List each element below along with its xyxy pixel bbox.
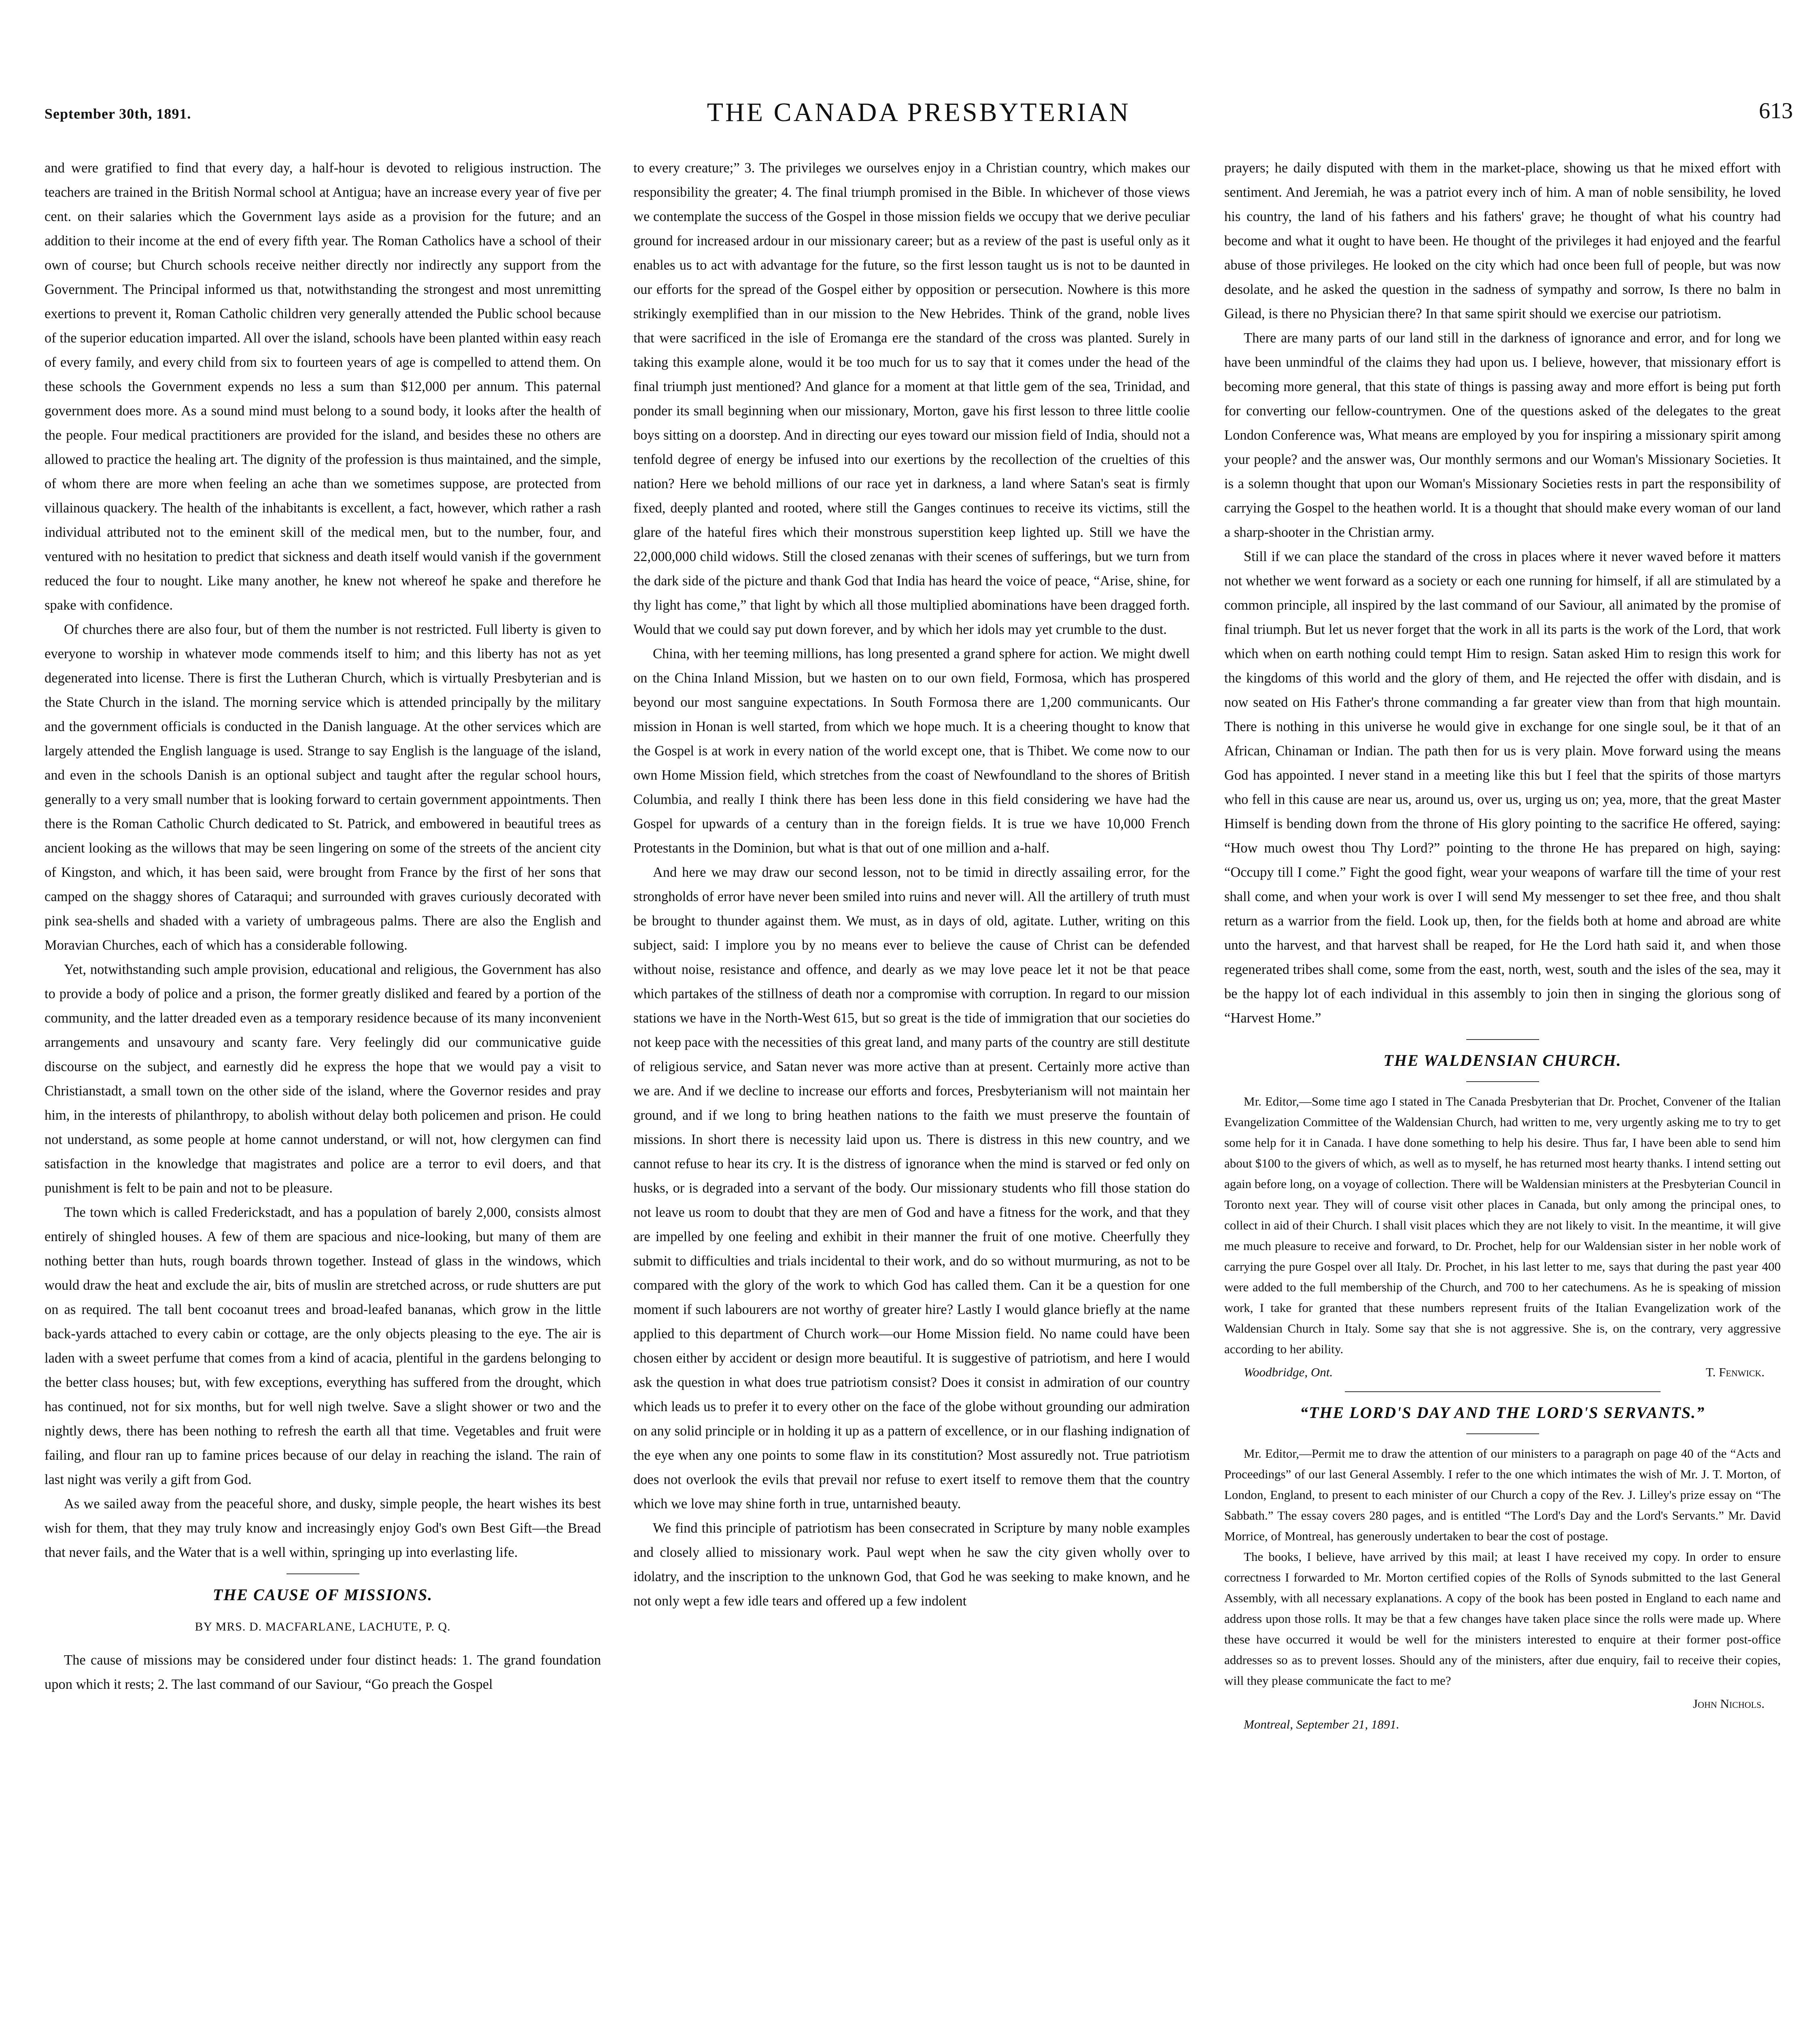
- article-paragraph: We find this principle of patriotism has been consecrated in Scripture by many noble examples and closely allied to missionary work. Paul wept when he saw the city given wholly over to idolatry, and the inscription to the unknown God, that God he was seeking to make known, and he not only wept a few idle tears and offered up a few indolent: [633, 1520, 1190, 1609]
- article-paragraph: China, with her teeming millions, has long presented a grand sphere for action. We might dwell on the China Inland Mission, but we hasten on to our own field, Formosa, which has prospered beyond our most sanguine expectations. In South Formosa there are 1,200 communicants. Our mission in Honan is well started, from which we hope much. It is a cheering thought to know that the Gospel is at work in every nation of the world except one, that is Thibet. We come now to our own Home Mission field, which stretches from the coast of Newfoundland to the shores of British Columbia, and really I think there has been less done in this field considering we have had the Gospel for upwards of a century than in the foreign fields. It is true we have 10,000 French Protestants in the Dominion, but what is that out of one million and a-half.: [633, 646, 1190, 856]
- page-number: 613: [1759, 98, 1793, 123]
- byline: BY MRS. D. MACFARLANE, LACHUTE, P. Q.: [195, 1620, 451, 1633]
- letter-place-date: Montreal, September 21, 1891.: [1244, 1717, 1400, 1731]
- article-paragraph: And here we may draw our second lesson, not to be timid in directly assailing error, for the strongholds of error have never been smiled into ruins and never will. All the artillery of truth must be brought to thunder against them. We must, as in days of old, agitate. Luther, writing on this subject, said: I implore you by no means ever to believe the cause of Christ can be defended without noise, resistance and offence, and dearly as we may love peace let it not be that peace which partakes of the stillness of death nor a compromise with corruption. In regard to our mission stations we have in the North-West 615, but so great is the tide of immigration that our societies do not keep pace with the necessities of this great land, and many parts of the country are still destitute of religious service, and Satan never was more active than at present. Certainly more active than we are. And if we decline to increase our efforts and forces, Presbyterianism will not maintain her ground, and if we long to bring heathen nations to the faith we must preserve the fountain of missions. In short there is necessity laid upon us. There is distress in this new country, and we cannot refuse to hear its cry. It is the distress of ignorance when the mind is starved or fed only on husks, or is degraded into a servant of the body. Our missionary students who fill those station do not leave us room to doubt that they are men of God and have a fitness for the work, and that they are impelled by one feeling and exhibit in their manner the fruit of one motive. Cheerfully they submit to difficulties and trials incidental to their work, and do so without murmuring, as not to be compared with the glory of the work to which God has called them. Can it be a question for one moment if such labourers are not worthy of greater hire? Lastly I would glance briefly at the name applied to this department of Church work—our Home Mission field. No name could have been chosen either by accident or design more beautiful. It is suggestive of patriotism, and here I would ask the question in what does true patriotism consist? Does it consist in admiration of our country which leads us to prefer it to every other on the face of the globe without grounding our admiration on any solid principle or in holding it up as a pattern of excellence, or in our flashing indignation of the eye when any one points to some flaw in its constitution? Most assuredly not. True patriotism does not overlook the evils that prevail nor refuse to exert itself to remove them that the country which we love may shine forth in true, untarnished beauty.: [633, 865, 1190, 1512]
- section-divider: [1345, 1391, 1661, 1392]
- section-title-lords-day: “THE LORD'S DAY AND THE LORD'S SERVANTS.”: [1300, 1403, 1705, 1422]
- article-paragraph: Still if we can place the standard of the cross in places where it never waved before it matters not whether we went forward as a society or each one running for himself, if all are stimulated by a common principle, all inspired by the last command of our Saviour, all animated by the promise of final triumph. But let us never forget that the work in all its parts is the work of the Lord, that work which when on earth nothing could tempt Him to resign. Satan asked Him to resign this work for the kingdoms of this world and the glory of them, and He rejected the offer with disdain, and is now seated on His Father's throne commanding a far greater view than from that high mountain. There is nothing in this universe he would give in exchange for one single soul, be it that of an African, Chinaman or Indian. The path then for us is very plain. Move forward using the means God has appointed. I never stand in a meeting like this but I feel that the spirits of those martyrs who fell in this cause are near us, around us, over us, urging us on; yea, more, that the great Master Himself is bending down from the throne of His glory pointing to the sacrifice He offered, saying: “How much owest thou Thy Lord?” pointing to the throne He has prepared on high, saying: “Occupy till I come.” Fight the good fight, wear your weapons of warfare till the time of your rest shall come, and when your work is over I will send My messenger to set thee free, and thou shalt return as a warrior from the field. Look up, then, for the fields both at home and abroad are white unto the harvest, and that harvest shall be reaped, for He the Lord hath said it, and when those regenerated tribes shall come, some from the east, north, west, south and the isles of the sea, may it be the happy lot of each individual in this assembly to join then in singing the glorious song of “Harvest Home.”: [1224, 549, 1781, 1026]
- letter-signature: John Nichols.: [1693, 1697, 1765, 1711]
- section-divider: [1466, 1433, 1539, 1434]
- article-paragraph: Yet, notwithstanding such ample provision, educational and religious, the Government has also to provide a body of police and a prison, the former greatly disliked and feared by a portion of the community, and the latter dreaded even as a temporary residence because of its many inconvenient arrangements and unsavoury and scanty fare. Very feelingly did our communicative guide discourse on the subject, and earnestly did he express the hope that we would pay a visit to Christianstadt, a small town on the other side of the island, where the Governor resides and pray him, in the interests of philanthropy, to abolish without delay both policemen and prison. He could not understand, as some people at home cannot understand, or will not, how clergymen can find satisfaction in the knowledge that magistrates and police are a terror to evil doers, and that punishment is felt to be pain and not to be pleasure.: [45, 962, 601, 1196]
- letter-signature: T. Fenwick.: [1705, 1365, 1765, 1379]
- letter-paragraph: Mr. Editor,—Permit me to draw the attention of our ministers to a paragraph on page 40 of the “Acts and Proceedings” of our last General Assembly. I refer to the one which intimates the wish of Mr. J. T. Morton, of London, England, to present to each minister of our Church a copy of the Rev. J. Lilley's prize essay on “The Sabbath.” The essay covers 280 pages, and is entitled “The Lord's Day and the Lord's Servants.” Mr. David Morrice, of Montreal, has generously undertaken to bear the cost of postage.: [1224, 1446, 1781, 1543]
- page-header: [45, 93, 1793, 138]
- article-paragraph: As we sailed away from the peaceful shore, and dusky, simple people, the heart wishes its best wish for them, that they may truly know and increasingly enjoy God's own Best Gift—the Bread that never fails, and the Water that is a well within, springing up into everlasting life.: [45, 1496, 601, 1560]
- signature-row: [1224, 1693, 1781, 1714]
- column-1: [45, 156, 601, 2024]
- article-paragraph: prayers; he daily disputed with them in the market-place, showing us that he mixed effort with sentiment. And Jeremiah, he was a patriot every inch of him. A man of noble sensibility, he loved his country, the land of his fathers and his fathers' grave; he thought of what his country had become and what it ought to have been. He thought of the privileges it had enjoyed and the fearful abuse of those privileges. He looked on the city which had once been full of people, but was now desolate, and he asked the question in the sadness of sympathy and sorrow, Is there no balm in Gilead, is there no Physician there? In that same spirit should we exercise our patriotism.: [1224, 160, 1781, 321]
- section-divider: [1466, 1081, 1539, 1082]
- letter-place: Woodbridge, Ont.: [1244, 1365, 1333, 1379]
- section-divider: [1466, 1039, 1539, 1040]
- article-paragraph: There are many parts of our land still in the darkness of ignorance and error, and for long we have been unmindful of the claims they had upon us. I believe, however, that missionary effort is becoming more general, that this state of things is passing away and more effort is being put forth for converting our fellow-countrymen. One of the questions asked of the delegates to the great London Conference was, What means are employed by you for inspiring a missionary spirit among your people? and the answer was, Our monthly sermons and our Woman's Missionary Societies. It is a solemn thought that upon our Woman's Missionary Societies rests in part the responsibility of carrying the Gospel to the heathen world. It is a thought that should make every woman of our land a sharp-shooter in the Christian army.: [1224, 330, 1781, 540]
- letter-paragraph: The books, I believe, have arrived by this mail; at least I have received my copy. In order to ensure correctness I forwarded to Mr. Morton certified copies of the Rolls of Synods submitted to the last General Assembly, with all necessary explanations. A copy of the book has been posted in England to each name and address upon those rolls. It may be that a few changes have taken place since the rolls were made up. Where these have occurred it would be well for the ministers interested to enquire at their former post-office addresses so as to prevent losses. Should any of the ministers, after due enquiry, fail to receive their copies, will they please communicate the fact to me?: [1224, 1550, 1781, 1688]
- column-2: [633, 156, 1190, 2024]
- newspaper-title: THE CANADA PRESBYTERIAN: [707, 98, 1131, 127]
- article-paragraph: Of churches there are also four, but of them the number is not restricted. Full liberty is given to everyone to worship in whatever mode commends itself to him; and this liberty has not as yet degenerated into license. There is first the Lutheran Church, which is virtually Presbyterian and is the State Church in the island. The morning service which is attended principally by the military and the government officials is conducted in the Danish language. At the other services which are largely attended the English language is used. Strange to say English is the language of the island, and even in the schools Danish is an optional subject and taught after the regular school hours, generally to a very small number that is looking forward to certain government appointments. Then there is the Roman Catholic Church dedicated to St. Patrick, and embowered in beautiful trees as ancient looking as the willows that may be seen lingering on some of the streets of the ancient city of Kingston, and which, it has been said, were brought from France by the first of her sons that camped on the shaggy shores of Cataraqui; and surrounded with graves curiously decorated with pink sea-shells and shaded with a variety of umbrageous palms. There are also the English and Moravian Churches, each of which has a considerable following.: [45, 622, 601, 953]
- section-title-missions: THE CAUSE OF MISSIONS.: [212, 1586, 433, 1604]
- signature-row: [1224, 1362, 1781, 1382]
- column-3: [1224, 156, 1781, 2024]
- letter-body: Mr. Editor,—Some time ago I stated in The Canada Presbyterian that Dr. Prochet, Convener of the Italian Evangelization Committee of the Waldensian Church, had written to me, very urgently asking me to try to get some help for it in Canada. I have done something to help his desire. Thus far, I have been able to send him about $100 to the givers of which, as well as to myself, he has returned most hearty thanks. I intend setting out again before long, on a voyage of collection. There will be Waldensian ministers at the Presbyterian Council in Toronto next year. They will of course visit other places in Canada, but only among the principal ones, to collect in aid of their Church. I shall visit places which they are not likely to visit. In the meantime, it will give me much pleasure to receive and forward, to Dr. Prochet, help for our Waldensian sister in her noble work of carrying the pure Gospel over all Italy. Dr. Prochet, in his last letter to me, says that during the past year 400 were added to the full membership of the Church, and 700 to her catechumens. As he is speaking of mission work, I take for granted that these numbers represent fruits of the Italian Evangelization work of the Waldensian Church in Italy. Some say that she is not aggressive. She is, on the contrary, very aggressive according to her ability.: [1224, 1094, 1781, 1356]
- issue-date: September 30th, 1891.: [45, 106, 191, 122]
- section-divider: [287, 1573, 359, 1574]
- article-paragraph: and were gratified to find that every day, a half-hour is devoted to religious instruction. The teachers are trained in the British Normal school at Antigua; have an increase every year of five per cent. on their salaries which the Government lays aside as a provision for the future; and an addition to their income at the end of every fifth year. The Roman Catholics have a school of their own of course; but Church schools receive neither directly nor indirectly any support from the Government. The Principal informed us that, notwithstanding the strongest and most unremitting exertions to prevent it, Roman Catholic children very generally attended the Public school because of the superior education imparted. All over the island, schools have been planted within easy reach of every family, and every child from six to fourteen years of age is compelled to attend them. On these schools the Government expends no less a sum than $12,000 per annum. This paternal government does more. As a sound mind must belong to a sound body, it looks after the health of the people. Four medical practitioners are provided for the island, and besides these no others are allowed to practice the healing art. The dignity of the profession is thus maintained, and the simple, of whom there are more when feeling an ache than we sometimes suppose, are protected from villainous quackery. The health of the inhabitants is excellent, a fact, however, which rather a rash individual attributed not to the eminent skill of the medical men, but to the number, four, and ventured with no hesitation to predict that sickness and death itself would vanish if the government reduced the four to nought. Like many another, he knew not whereof he spake and therefore he spake with confidence.: [45, 160, 601, 613]
- article-paragraph: The town which is called Frederickstadt, and has a population of barely 2,000, consists almost entirely of shingled houses. A few of them are spacious and nice-looking, but many of them are nothing better than huts, rough boards thrown together. Instead of glass in the windows, which would draw the heat and exclude the air, bits of muslin are stretched across, or rude shutters are put on as required. The tall bent cocoanut trees and broad-leafed bananas, which grow in the little back-yards attached to every cabin or cottage, are the only objects pleasing to the eye. The air is laden with a sweet perfume that comes from a kind of acacia, plentiful in the gardens belonging to the better class houses; but, with few exceptions, everything has suffered from the drought, which has continued, not for six months, but for well nigh twelve. Save a slight shower or two and the nightly dews, there has been nothing to refresh the earth all that time. Vegetables and fruit were failing, and flour ran up to famine prices because of our delay in reaching the island. The rain of last night was verily a gift from God.: [45, 1205, 601, 1487]
- article-paragraph: to every creature;” 3. The privileges we ourselves enjoy in a Christian country, which makes our responsibility the greater; 4. The final triumph promised in the Bible. In whichever of those views we contemplate the success of the Gospel in those mission fields we occupy that we derive peculiar ground for increased ardour in our missionary career; but as a review of the past is useful only as it enables us to act with advantage for the future, so the first lesson taught us is not to be daunted in our efforts for the spread of the Gospel either by opposition or persecution. Nowhere is this more strikingly exemplified than in our mission to the New Hebrides. Think of the grand, noble lives that were sacrificed in the isle of Eromanga ere the standard of the cross was planted. Surely in taking this example alone, would it be too much for us to say that it comes under the head of the final triumph just mentioned? And glance for a moment at that little gem of the sea, Trinidad, and ponder its small beginning when our missionary, Morton, gave his first lesson to three little coolie boys sitting on a doorstep. And in directing our eyes toward our mission field of India, should not a tenfold degree of energy be infused into our exertions by the recollection of the cruelties of this nation? Here we behold millions of our race yet in darkness, a land where Satan's seat is firmly fixed, deeply planted and rooted, where still the Ganges continues to receive its victims, still the glare of the hateful fires which their monstrous superstition keep lighted up. Still we have the 22,000,000 child widows. Still the closed zenanas with their scenes of sufferings, but we turn from the dark side of the picture and thank God that India has heard the voice of peace, “Arise, shine, for thy light has come,” that light by which all those multiplied abominations have been dragged forth. Would that we could say put down forever, and by which her idols may yet crumble to the dust.: [633, 160, 1190, 637]
- section-title-waldensian: THE WALDENSIAN CHURCH.: [1383, 1051, 1622, 1069]
- article-paragraph: The cause of missions may be considered under four distinct heads: 1. The grand foundation upon which it rests; 2. The last command of our Saviour, “Go preach the Gospel: [45, 1652, 601, 1692]
